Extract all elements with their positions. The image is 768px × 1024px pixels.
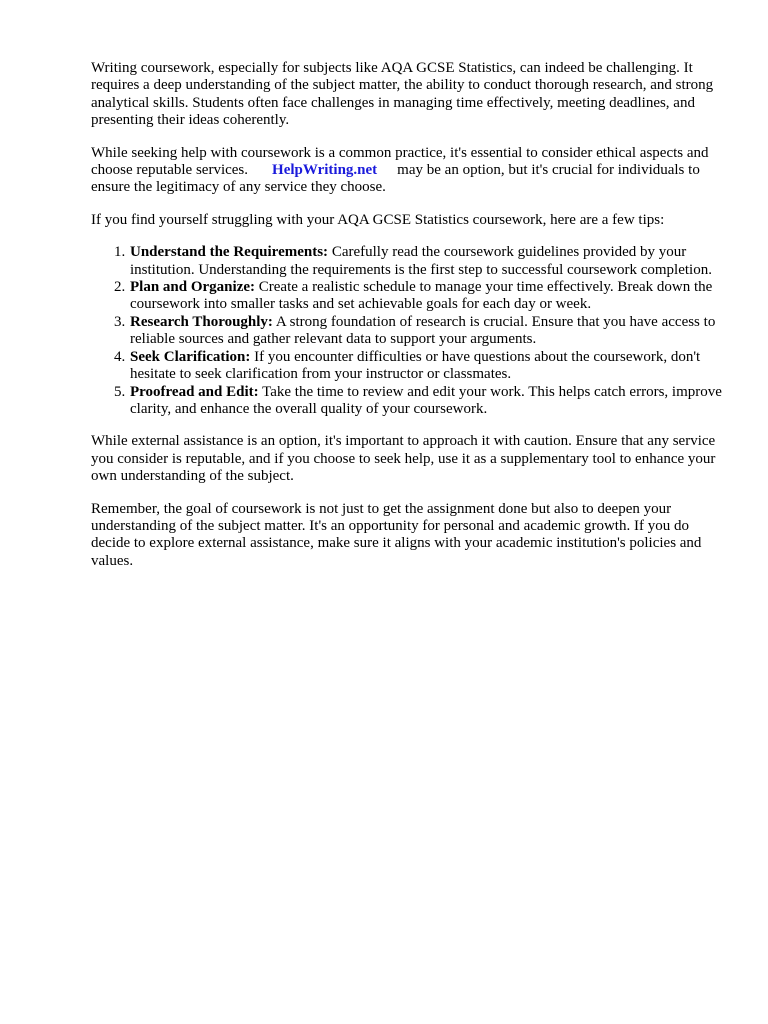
caution-paragraph: While external assistance is an option, it's important to approach it with caution. Ensure that any service you consider is reputable, and if you choose to seek help, use it as a supplementary tool to enhance your own understanding of the subject. <box>91 433 716 485</box>
ethics-text-after: may be an option, but it's crucial for individuals to ensure the legitimacy of any service they choose. <box>91 162 700 196</box>
helpwriting-link[interactable]: HelpWriting.net <box>272 162 378 179</box>
tips-list <box>91 244 731 418</box>
tips-intro-paragraph: If you find yourself struggling with your AQA GCSE Statistics coursework, here are a few tips: <box>91 211 665 228</box>
tip-item <box>129 279 731 314</box>
tip-title: Research Thoroughly: <box>130 313 273 330</box>
ethics-text-before: While seeking help with coursework is a common practice, it's essential to consider ethical aspects and choose reputable services. <box>91 144 709 179</box>
ethics-paragraph <box>91 145 731 197</box>
tip-item <box>129 384 731 419</box>
tip-text: A strong foundation of research is crucial. Ensure that you have access to reliable sources and gather relevant data to support your arguments. <box>130 313 716 348</box>
closing-paragraph: Remember, the goal of coursework is not just to get the assignment done but also to deepen your understanding of the subject matter. It's an opportunity for personal and academic growth. If you do decide to explore external assistance, make sure it aligns with your academic institution's policies and values. <box>91 500 702 569</box>
tip-item <box>129 349 731 384</box>
tip-item <box>129 244 731 279</box>
tip-title: Plan and Organize: <box>130 279 256 296</box>
intro-paragraph: Writing coursework, especially for subjects like AQA GCSE Statistics, can indeed be challenging. It requires a deep understanding of the subject matter, the ability to conduct thorough research, and strong analytical skills. Students often face challenges in managing time effectively, meeting deadlines, and presenting their ideas coherently. <box>91 60 714 129</box>
tip-title: Seek Clarification: <box>130 348 251 365</box>
tip-item <box>129 314 731 349</box>
tip-title: Proofread and Edit: <box>130 383 259 400</box>
tip-text: If you encounter difficulties or have questions about the coursework, don't hesitate to seek clarification from your instructor or classmates. <box>130 348 701 383</box>
tip-text: Create a realistic schedule to manage your time effectively. Break down the coursework into smaller tasks and set achievable goals for each day or week. <box>130 279 713 313</box>
tip-text: Take the time to review and edit your work. This helps catch errors, improve clarity, and enhance the overall quality of your coursework. <box>130 383 722 417</box>
document-page <box>91 60 731 585</box>
tip-text: Carefully read the coursework guidelines provided by your institution. Understanding the requirements is the first step to successful coursework completion. <box>130 244 712 278</box>
tip-title: Understand the Requirements: <box>130 244 329 261</box>
